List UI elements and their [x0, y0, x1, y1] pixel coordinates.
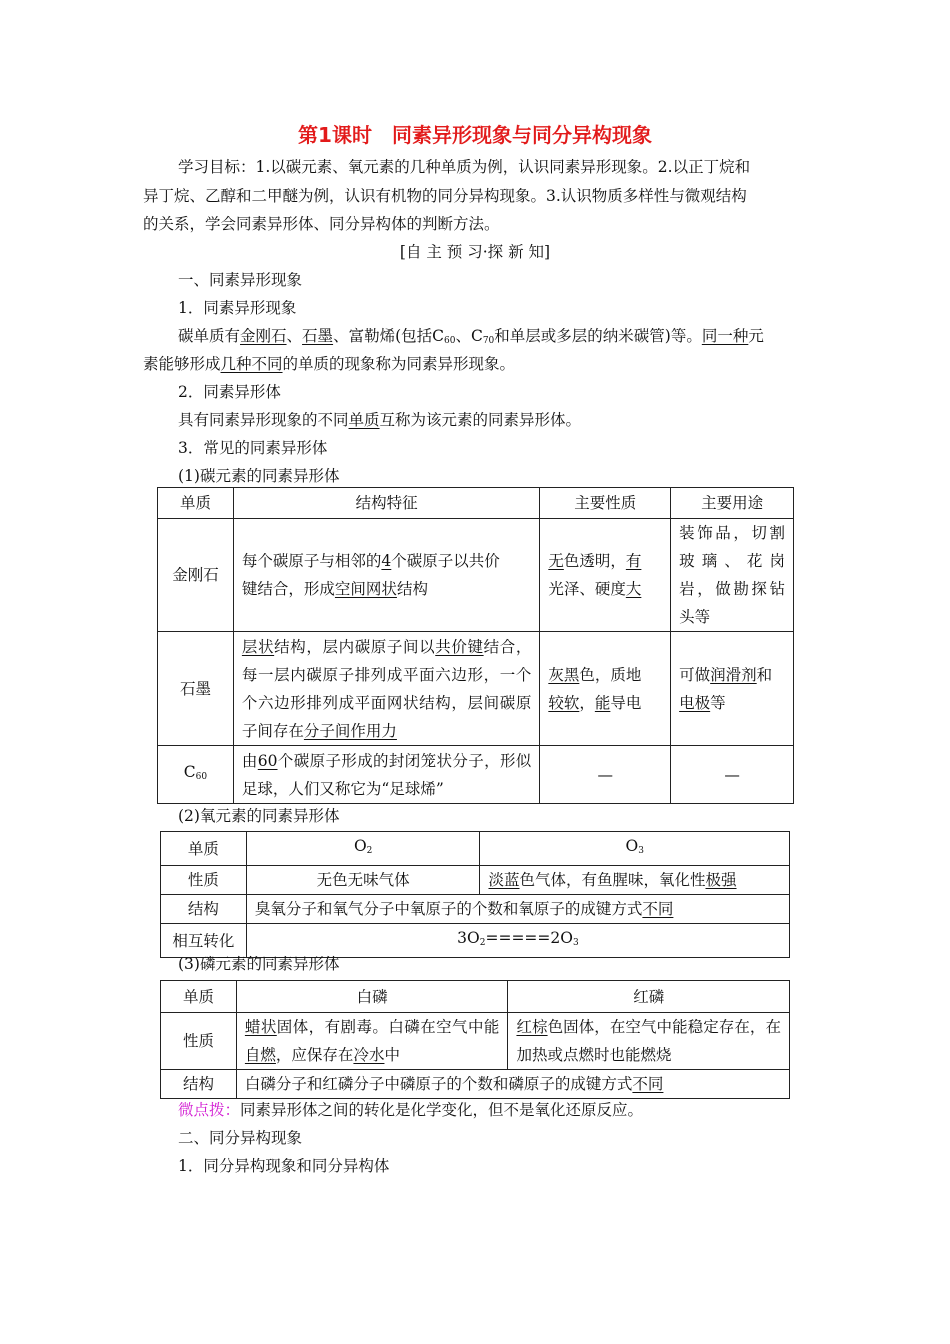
graphite-uses: 可做润滑剂和 电极等 [671, 632, 794, 746]
section-2-heading: 二、同分异构现象 [178, 1129, 303, 1147]
phosphorus-row-properties-label: 性质 [161, 1013, 237, 1070]
oxygen-header-o2: $O_2$ [246, 832, 480, 866]
c60-properties: — [540, 746, 671, 804]
graphite-properties: 灰黑色，质地 较软，能导电 [540, 632, 671, 746]
carbon-caption: (1)碳元素的同素异形体 [178, 467, 340, 485]
tip-line [178, 1100, 643, 1120]
phosphorus-row-structure-label: 结构 [161, 1070, 237, 1099]
tip-text: 同素异形体之间的转化是化学变化，但不是氧化还原反应。 [240, 1101, 644, 1119]
diamond-structure: 每个碳原子与相邻的4个碳原子以共价 键结合，形成空间网状结构 [233, 519, 539, 632]
graphite-name: 石墨 [158, 632, 234, 746]
c60-uses: — [671, 746, 794, 804]
oxygen-conversion-equation: $3O_2=====2O_3$ [246, 924, 789, 958]
blank-diamond: 金刚石 [240, 327, 287, 345]
red-phosphorus-properties: 红棕色固体，在空气中能稳定存在，在加热或点燃时也能燃烧 [508, 1013, 790, 1070]
oxygen-row-conversion-label: 相互转化 [161, 924, 247, 958]
section-1-heading: 一、同素异形现象 [178, 271, 303, 289]
diamond-properties: 无色透明，有 光泽、硬度大 [540, 519, 671, 632]
paragraph-1-line-2: 素能够形成几种不同的单质的现象称为同素异形现象。 [143, 355, 516, 373]
o2-properties: 无色无味气体 [246, 866, 480, 895]
oxygen-row-structure-label: 结构 [161, 895, 247, 924]
objectives-line-1: 学习目标：1.以碳元素、氧元素的几种单质为例，认识同素异形现象。2.以正丁烷和 [178, 158, 751, 176]
o3-properties: 淡蓝色气体，有鱼腥味，氧化性极强 [480, 866, 790, 895]
section-banner: [自 主 预 习·探 新 知] [399, 243, 551, 261]
paragraph-1-line-1: 碳单质有金刚石、石墨、富勒烯(包括$C_{60}$、$C_{70}$和单层或多层的纳米碳管)等。同一种元 [178, 327, 764, 346]
phosphorus-header-red: 红磷 [508, 981, 790, 1013]
tip-label: 微点拨： [178, 1101, 241, 1119]
header-uses: 主要用途 [671, 488, 794, 519]
oxygen-header-o3: $O_3$ [480, 832, 790, 866]
white-phosphorus-properties: 蜡状固体，有剧毒。白磷在空气中能自燃，应保存在冷水中 [236, 1013, 508, 1070]
subheading-2: 2．同素异形体 [178, 383, 281, 401]
c60-name: $C_{60}$ [158, 746, 234, 804]
oxygen-allotropes-table [160, 831, 790, 958]
blank-same-element: 同一种 [701, 327, 749, 345]
carbon-allotropes-table [157, 487, 794, 804]
diamond-uses: 装饰品，切割玻璃、花岗岩，做勘探钻头等 [671, 519, 794, 632]
graphite-structure: 层状结构，层内碳原子间以共价键结合，每一层内碳原子排列成平面六边形，一个个六边形排列成平面网状结构，层间碳原子间存在分子间作用力 [233, 632, 539, 746]
section-2-subheading-1: 1．同分异构现象和同分异构体 [178, 1157, 390, 1175]
blank-graphite: 石墨 [302, 327, 334, 345]
phosphorus-caption: (3)磷元素的同素异形体 [178, 955, 340, 973]
subheading-3: 3．常见的同素异形体 [178, 439, 328, 457]
header-substance: 单质 [158, 488, 234, 519]
phosphorus-structure: 白磷分子和红磷分子中磷原子的个数和磷原子的成键方式不同 [236, 1070, 789, 1099]
header-properties: 主要性质 [540, 488, 671, 519]
paragraph-2: 具有同素异形现象的不同单质互称为该元素的同素异形体。 [178, 411, 582, 429]
objectives-line-2: 异丁烷、乙醇和二甲醚为例，认识有机物的同分异构现象。3.认识物质多样性与微观结构 [143, 187, 747, 205]
oxygen-caption: (2)氧元素的同素异形体 [178, 807, 340, 825]
page-title: 第1课时 同素异形现象与同分异构现象 [298, 123, 652, 147]
phosphorus-header-substance: 单质 [161, 981, 237, 1013]
phosphorus-header-white: 白磷 [236, 981, 508, 1013]
blank-several-different: 几种不同 [220, 355, 283, 373]
header-structure: 结构特征 [233, 488, 539, 519]
oxygen-structure: 臭氧分子和氧气分子中氧原子的个数和氧原子的成键方式不同 [246, 895, 789, 924]
objectives-line-3: 的关系，学会同素异形体、同分异构体的判断方法。 [143, 215, 500, 233]
subheading-1: 1．同素异形现象 [178, 299, 297, 317]
diamond-name: 金刚石 [158, 519, 234, 632]
c60-structure: 由60个碳原子形成的封闭笼状分子，形似足球，人们又称它为“足球烯” [233, 746, 539, 804]
oxygen-header-substance: 单质 [161, 832, 247, 866]
blank-simple-substance: 单质 [348, 411, 380, 429]
phosphorus-allotropes-table [160, 980, 790, 1099]
oxygen-row-properties-label: 性质 [161, 866, 247, 895]
